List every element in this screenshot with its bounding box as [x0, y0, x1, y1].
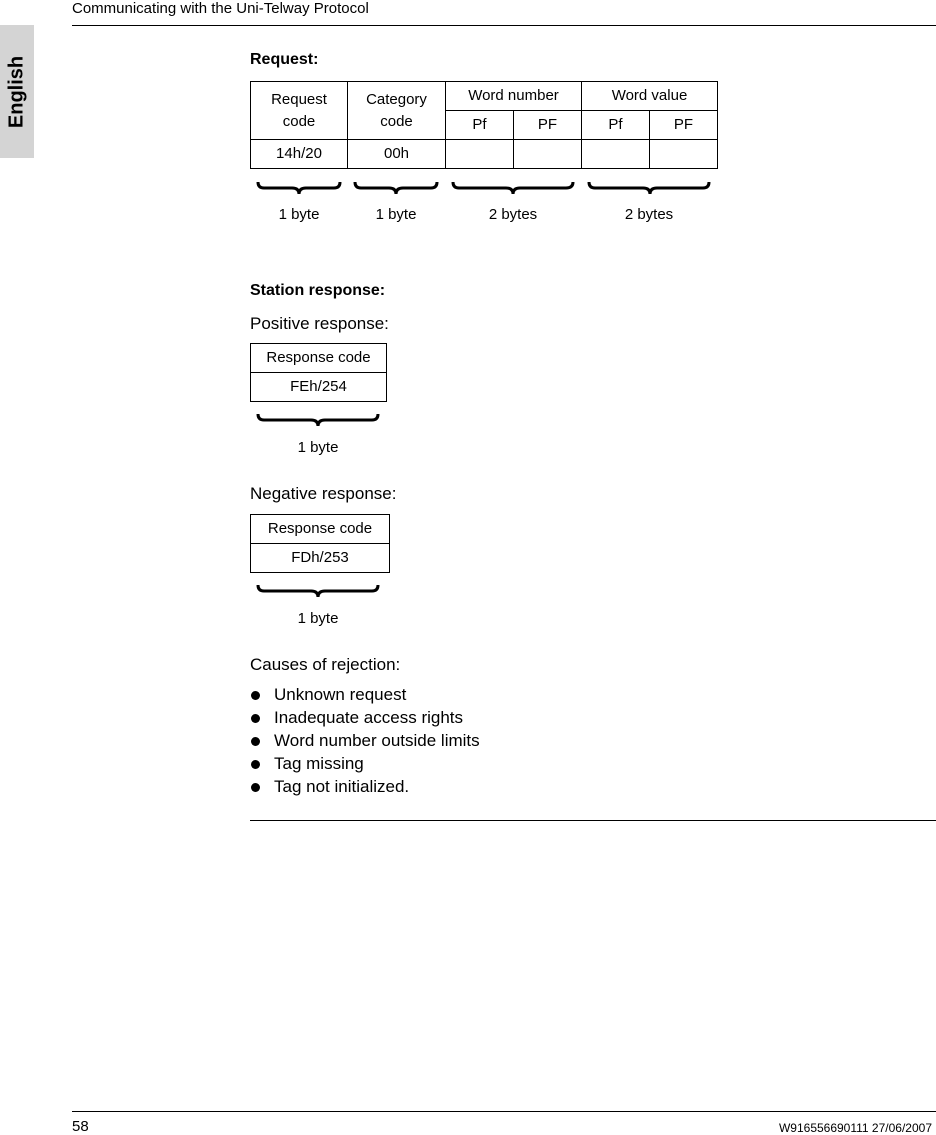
section-end-rule	[250, 820, 936, 821]
brace-negative-response	[258, 585, 378, 597]
negative-response-table	[250, 514, 390, 573]
header-word-value-pf-high: PF	[650, 111, 718, 140]
header-word-number: Word number	[446, 82, 582, 111]
size-label-request-code: 1 byte	[278, 206, 320, 223]
header-category-code: Category code	[348, 82, 446, 140]
causes-list	[250, 683, 480, 798]
causes-heading: Causes of rejection:	[250, 655, 401, 674]
list-item: Tag not initialized.	[250, 775, 480, 798]
list-item: Unknown request	[250, 683, 480, 706]
header-request-code: Request code	[251, 82, 348, 140]
language-tab-label: English	[5, 55, 28, 128]
brace-request-code	[258, 182, 340, 194]
bullet-icon	[251, 783, 260, 792]
size-label-word-value: 2 bytes	[624, 206, 674, 223]
value-category-code: 00h	[348, 140, 446, 169]
bullet-icon	[251, 760, 260, 769]
positive-response-label: Positive response:	[250, 314, 389, 333]
brace-word-value	[589, 182, 709, 194]
header-word-number-pf-high: PF	[514, 111, 582, 140]
request-heading: Request:	[250, 51, 319, 68]
brace-word-number	[453, 182, 573, 194]
brace-category-code	[355, 182, 437, 194]
brace-positive-response	[258, 414, 378, 426]
document-reference: W916556690111 27/06/2007	[778, 1121, 932, 1135]
footer-rule	[72, 1111, 936, 1112]
header-word-value-pf-low: Pf	[582, 111, 650, 140]
size-label-category-code: 1 byte	[375, 206, 417, 223]
negative-response-header: Response code	[251, 515, 390, 544]
positive-response-value: FEh/254	[251, 373, 387, 402]
station-response-heading: Station response:	[250, 282, 386, 299]
list-item: Inadequate access rights	[250, 706, 480, 729]
running-header: Communicating with the Uni-Telway Protocol	[72, 0, 369, 17]
positive-response-size: 1 byte	[297, 439, 339, 456]
list-item: Word number outside limits	[250, 729, 480, 752]
value-request-code: 14h/20	[251, 140, 348, 169]
bullet-icon	[251, 714, 260, 723]
page-number: 58	[72, 1118, 89, 1135]
negative-response-value: FDh/253	[251, 544, 390, 573]
positive-response-header: Response code	[251, 344, 387, 373]
header-word-number-pf-low: Pf	[446, 111, 514, 140]
negative-response-size: 1 byte	[297, 610, 339, 627]
bullet-icon	[251, 691, 260, 700]
negative-response-label: Negative response:	[250, 484, 397, 503]
size-label-word-number: 2 bytes	[488, 206, 538, 223]
bullet-icon	[251, 737, 260, 746]
list-item: Tag missing	[250, 752, 480, 775]
header-word-value: Word value	[582, 82, 718, 111]
positive-response-table	[250, 343, 387, 402]
